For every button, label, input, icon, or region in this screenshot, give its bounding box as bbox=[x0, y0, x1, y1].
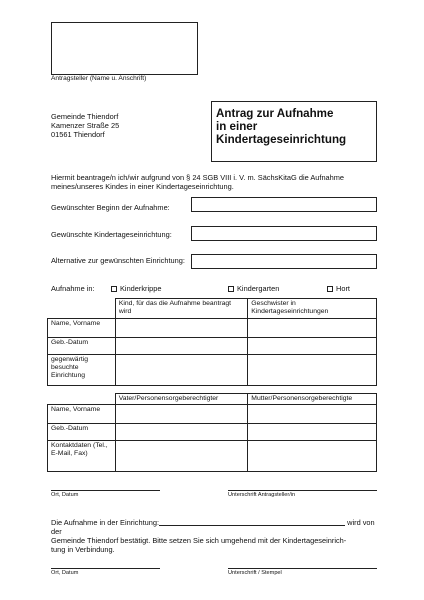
signature2-place-label: Ort, Datum bbox=[51, 570, 79, 576]
child-table-header-child: Kind, für das die Aufnahme beantragt wird bbox=[115, 299, 247, 319]
address-line-1: Gemeinde Thiendorf bbox=[51, 112, 119, 121]
address-block bbox=[51, 112, 119, 139]
sibling-facility-cell[interactable] bbox=[248, 355, 377, 386]
child-name-cell[interactable] bbox=[115, 319, 247, 338]
child-table bbox=[47, 298, 377, 386]
child-row-label-facility: gegenwärtig besuchte Einrichtung bbox=[48, 355, 116, 386]
father-contact-cell[interactable] bbox=[115, 441, 248, 472]
confirmation-line-2: Gemeinde Thiendorf bestätigt. Bitte setzen Sie sich umgehend mit der Kindertageseinrich- bbox=[51, 536, 347, 545]
father-birthdate-cell[interactable] bbox=[115, 424, 248, 441]
father-name-cell[interactable] bbox=[115, 405, 248, 424]
child-table-header-siblings: Geschwister in Kindertageseinrichtungen bbox=[248, 299, 377, 319]
child-row-label-birthdate: Geb.-Datum bbox=[48, 338, 116, 355]
title-line-1: Antrag zur Aufnahme bbox=[216, 107, 334, 120]
option-hort[interactable]: Hort bbox=[327, 284, 350, 293]
confirmation-text bbox=[51, 518, 381, 554]
title-box bbox=[211, 101, 377, 162]
signature1-place-line[interactable] bbox=[51, 490, 160, 491]
mother-name-cell[interactable] bbox=[248, 405, 377, 424]
parent-table-corner bbox=[48, 394, 116, 405]
checkbox-kinderkrippe[interactable] bbox=[111, 286, 117, 292]
checkbox-hort[interactable] bbox=[327, 286, 333, 292]
begin-input[interactable] bbox=[191, 197, 377, 212]
parent-row-label-birthdate: Geb.-Datum bbox=[48, 424, 116, 441]
signature2-sign-line[interactable] bbox=[228, 568, 377, 569]
applicant-box[interactable] bbox=[51, 22, 198, 75]
alternative-label: Alternative zur gewünschten Einrichtung: bbox=[51, 256, 185, 265]
parent-row-label-name: Name, Vorname bbox=[48, 405, 116, 424]
sibling-birthdate-cell[interactable] bbox=[248, 338, 377, 355]
intro-line-2: meines/unseres Kindes in einer Kindertageseinrichtung. bbox=[51, 182, 234, 191]
address-line-3: 01561 Thiendorf bbox=[51, 130, 105, 139]
checkbox-kindergarten[interactable] bbox=[228, 286, 234, 292]
title-line-3: Kindertageseinrichtung bbox=[216, 133, 347, 146]
confirmation-facility-blank[interactable] bbox=[159, 518, 345, 526]
title-line-2: in einer bbox=[216, 120, 258, 133]
signature1-place-label: Ort, Datum bbox=[51, 492, 79, 498]
child-row-label-name: Name, Vorname bbox=[48, 319, 116, 338]
facility-label: Gewünschte Kindertageseinrichtung: bbox=[51, 230, 172, 239]
applicant-label: Antragsteller (Name u. Anschrift) bbox=[51, 75, 147, 82]
mother-contact-cell[interactable] bbox=[248, 441, 377, 472]
parent-table-header-father: Vater/Personensorgeberechtigter bbox=[115, 394, 248, 405]
child-facility-cell[interactable] bbox=[115, 355, 247, 386]
child-table-corner bbox=[48, 299, 116, 319]
alternative-input[interactable] bbox=[191, 254, 377, 269]
option-kindergarten[interactable]: Kindergarten bbox=[228, 284, 279, 293]
intro-line-1: Hiermit beantrage/n ich/wir aufgrund von § 24 SGB VIII i. V. m. SächsKitaG die Aufnahme bbox=[51, 173, 345, 182]
signature1-sign-line[interactable] bbox=[228, 490, 377, 491]
address-line-2: Kamenzer Straße 25 bbox=[51, 121, 120, 130]
aufnahme-label: Aufnahme in: bbox=[51, 284, 95, 293]
signature2-sign-label: Unterschrift / Stempel bbox=[228, 570, 282, 576]
confirmation-line-1: Die Aufnahme in der Einrichtung: wird von der bbox=[51, 518, 375, 536]
sibling-name-cell[interactable] bbox=[248, 319, 377, 338]
intro-text bbox=[51, 173, 344, 191]
begin-label: Gewünschter Beginn der Aufnahme: bbox=[51, 203, 170, 212]
parent-table-header-mother: Mutter/Personensorgeberechtigte bbox=[248, 394, 377, 405]
confirmation-line-3: tung in Verbindung. bbox=[51, 545, 115, 554]
mother-birthdate-cell[interactable] bbox=[248, 424, 377, 441]
child-birthdate-cell[interactable] bbox=[115, 338, 247, 355]
signature2-place-line[interactable] bbox=[51, 568, 160, 569]
option-kinderkrippe[interactable]: Kinderkrippe bbox=[111, 284, 162, 293]
parent-row-label-contact: Kontaktdaten (Tel., E-Mail, Fax) bbox=[48, 441, 116, 472]
parent-table bbox=[47, 393, 377, 472]
facility-input[interactable] bbox=[191, 226, 377, 241]
signature1-sign-label: Unterschrift Antragsteller/in bbox=[228, 492, 296, 498]
